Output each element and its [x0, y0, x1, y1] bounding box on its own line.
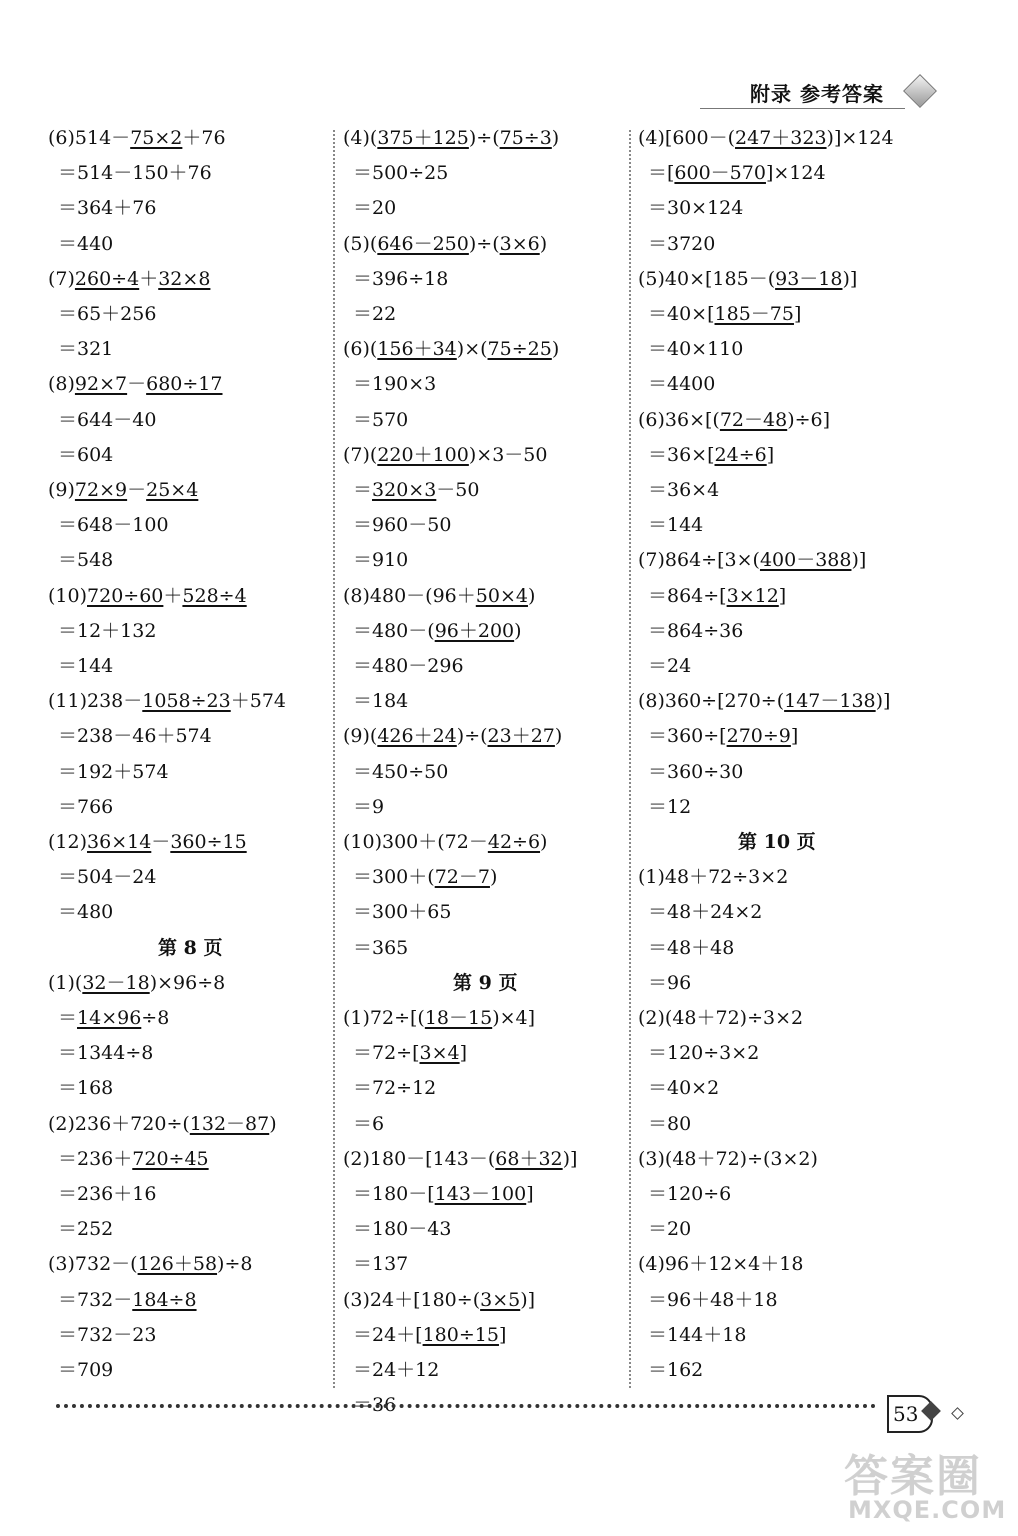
solution-step: ＝168 [58, 1077, 114, 1100]
solution-step: ＝72÷[3×4] [353, 1042, 468, 1065]
solution-step: ＝300＋(72－7) [353, 866, 498, 889]
solution-step: ＝190×3 [353, 373, 437, 396]
solution-step: ＝96 [648, 971, 692, 994]
problem-line: (2)236＋720÷(132－87) [48, 1112, 277, 1135]
problem-line: (4)(375＋125)÷(75÷3) [343, 127, 560, 149]
problem-line: (8)360÷[270÷(147－138)] [638, 690, 891, 713]
solution-step: ＝500÷25 [353, 162, 449, 185]
problem-line: (10)720÷60＋528÷4 [48, 584, 247, 607]
column-divider [333, 130, 335, 1388]
problem-line: (7)864÷[3×(400－388)] [638, 549, 867, 572]
solution-step: ＝6 [353, 1112, 385, 1135]
solution-step: ＝120÷6 [648, 1183, 732, 1205]
solution-step: ＝300＋65 [353, 901, 452, 924]
solution-step: ＝238－46＋574 [58, 725, 212, 748]
solution-step: ＝144 [58, 655, 114, 677]
solution-step: ＝480－(96＋200) [353, 619, 522, 642]
problem-line: (3)732－(126＋58)÷8 [48, 1253, 253, 1276]
solution-step: ＝321 [58, 338, 114, 361]
solution-step: ＝20 [353, 197, 397, 220]
solution-step: ＝30×124 [648, 197, 744, 220]
problem-line: (7)260÷4＋32×8 [48, 267, 211, 290]
solution-step: ＝24＋[180÷15] [353, 1323, 507, 1346]
solution-step: ＝360÷30 [648, 760, 744, 783]
solution-step: ＝548 [58, 549, 114, 572]
solution-step: ＝732－184÷8 [58, 1288, 197, 1311]
solution-step: ＝48＋24×2 [648, 901, 763, 924]
solution-step: ＝137 [353, 1253, 409, 1276]
solution-step: ＝236＋720÷45 [58, 1147, 209, 1170]
problem-line: (11)238－1058÷23＋574 [48, 690, 286, 713]
solution-step: ＝36×[24÷6] [648, 443, 775, 466]
solution-step: ＝9 [353, 795, 385, 818]
small-diamond-icon [951, 1407, 964, 1420]
solution-step: ＝960－50 [353, 514, 452, 537]
solution-step: ＝192＋574 [58, 760, 169, 783]
problem-line: (12)36×14－360÷15 [48, 831, 247, 853]
solution-step: ＝604 [58, 443, 114, 466]
solution-step: ＝450÷50 [353, 760, 449, 783]
header-title: 附录 参考答案 [750, 82, 884, 106]
column-divider [629, 130, 631, 1388]
solution-step: ＝40×110 [648, 338, 744, 361]
solution-step: ＝709 [58, 1359, 114, 1381]
problem-line: (5)40×[185－(93－18)] [638, 267, 858, 290]
solution-step: ＝96＋48＋18 [648, 1288, 778, 1311]
problem-line: (4)[600－(247＋323)]×124 [638, 127, 894, 149]
problem-line: (9)(426＋24)÷(23＋27) [343, 725, 563, 748]
solution-step: ＝396÷18 [353, 267, 449, 290]
solution-step: ＝252 [58, 1218, 114, 1241]
solution-step: ＝12＋132 [58, 619, 157, 642]
solution-step: ＝766 [58, 795, 114, 818]
problem-line: (2)(48＋72)÷3×2 [638, 1007, 804, 1029]
watermark-logo-text: 答案圈 [844, 1451, 982, 1502]
solution-step: ＝440 [58, 232, 114, 255]
footer-dotted-rule [56, 1404, 876, 1408]
solution-step: ＝[600－570]×124 [648, 162, 826, 185]
solution-step: ＝3720 [648, 232, 716, 255]
solution-step: ＝4400 [648, 373, 716, 396]
solution-step: ＝514－150＋76 [58, 162, 212, 185]
solution-step: ＝162 [648, 1359, 704, 1381]
problem-line: (3)(48＋72)÷(3×2) [638, 1147, 818, 1170]
solution-step: ＝72÷12 [353, 1077, 437, 1100]
solution-step: ＝22 [353, 303, 397, 325]
solution-step: ＝365 [353, 936, 409, 959]
solution-step: ＝48＋48 [648, 936, 735, 959]
solution-step: ＝180－[143－100] [353, 1183, 534, 1205]
solution-step: ＝36 [353, 1394, 397, 1417]
problem-line: (9)72×9－25×4 [48, 479, 199, 501]
solution-step: ＝364＋76 [58, 197, 157, 220]
solution-step: ＝36×4 [648, 479, 720, 501]
problem-line: (6)514－75×2＋76 [48, 127, 226, 149]
watermark-logo-url: MXQE.COM [848, 1496, 1007, 1524]
solution-step: ＝65＋256 [58, 303, 157, 325]
problem-line: (7)(220＋100)×3－50 [343, 443, 548, 466]
solution-step: ＝24 [648, 655, 692, 677]
diamond-icon [903, 74, 937, 108]
solution-step: ＝910 [353, 549, 409, 572]
solution-step: ＝648－100 [58, 514, 169, 537]
solution-step: ＝144 [648, 514, 704, 537]
solution-step: ＝732－23 [58, 1323, 157, 1346]
solution-step: ＝12 [648, 795, 692, 818]
problem-line: (6)(156＋34)×(75÷25) [343, 338, 560, 361]
solution-step: ＝40×[185－75] [648, 303, 802, 325]
watermark [840, 1440, 1010, 1530]
page-section-heading: 第 10 页 [738, 831, 816, 853]
problem-line: (1)48＋72÷3×2 [638, 866, 789, 889]
header-rule [700, 108, 905, 109]
problem-line: (1)(32－18)×96÷8 [48, 971, 226, 994]
page-header [700, 72, 940, 112]
solution-step: ＝236＋16 [58, 1183, 157, 1205]
solution-step: ＝320×3－50 [353, 479, 480, 501]
solution-step: ＝1344÷8 [58, 1042, 154, 1065]
solution-step: ＝184 [353, 690, 409, 713]
solution-step: ＝480 [58, 901, 114, 924]
problem-line: (10)300＋(72－42÷6) [343, 831, 548, 853]
page-section-heading: 第 8 页 [158, 936, 223, 959]
problem-line: (5)(646－250)÷(3×6) [343, 232, 548, 255]
problem-line: (8)480－(96＋50×4) [343, 584, 536, 607]
problem-line: (1)72÷[(18－15)×4] [343, 1007, 536, 1029]
problem-line: (3)24＋[180÷(3×5)] [343, 1288, 536, 1311]
solution-step: ＝80 [648, 1112, 692, 1135]
solution-step: ＝120÷3×2 [648, 1042, 760, 1065]
solution-step: ＝144＋18 [648, 1323, 747, 1346]
problem-line: (2)180－[143－(68＋32)] [343, 1147, 578, 1170]
page-section-heading: 第 9 页 [453, 971, 518, 994]
solution-step: ＝570 [353, 408, 409, 431]
solution-step: ＝504－24 [58, 866, 157, 889]
solution-step: ＝360÷[270÷9] [648, 725, 799, 748]
page-number: 53 [887, 1395, 933, 1433]
solution-step: ＝180－43 [353, 1218, 452, 1241]
problem-line: (4)96＋12×4＋18 [638, 1253, 804, 1276]
problem-line: (8)92×7－680÷17 [48, 373, 223, 396]
solution-step: ＝644－40 [58, 408, 157, 431]
solution-step: ＝864÷[3×12] [648, 584, 787, 607]
solution-step: ＝40×2 [648, 1077, 720, 1100]
solution-step: ＝20 [648, 1218, 692, 1241]
solution-step: ＝24＋12 [353, 1359, 440, 1381]
solution-step: ＝864÷36 [648, 619, 744, 642]
solution-step: ＝480－296 [353, 655, 464, 677]
solution-step: ＝14×96÷8 [58, 1007, 170, 1029]
problem-line: (6)36×[(72－48)÷6] [638, 408, 831, 431]
